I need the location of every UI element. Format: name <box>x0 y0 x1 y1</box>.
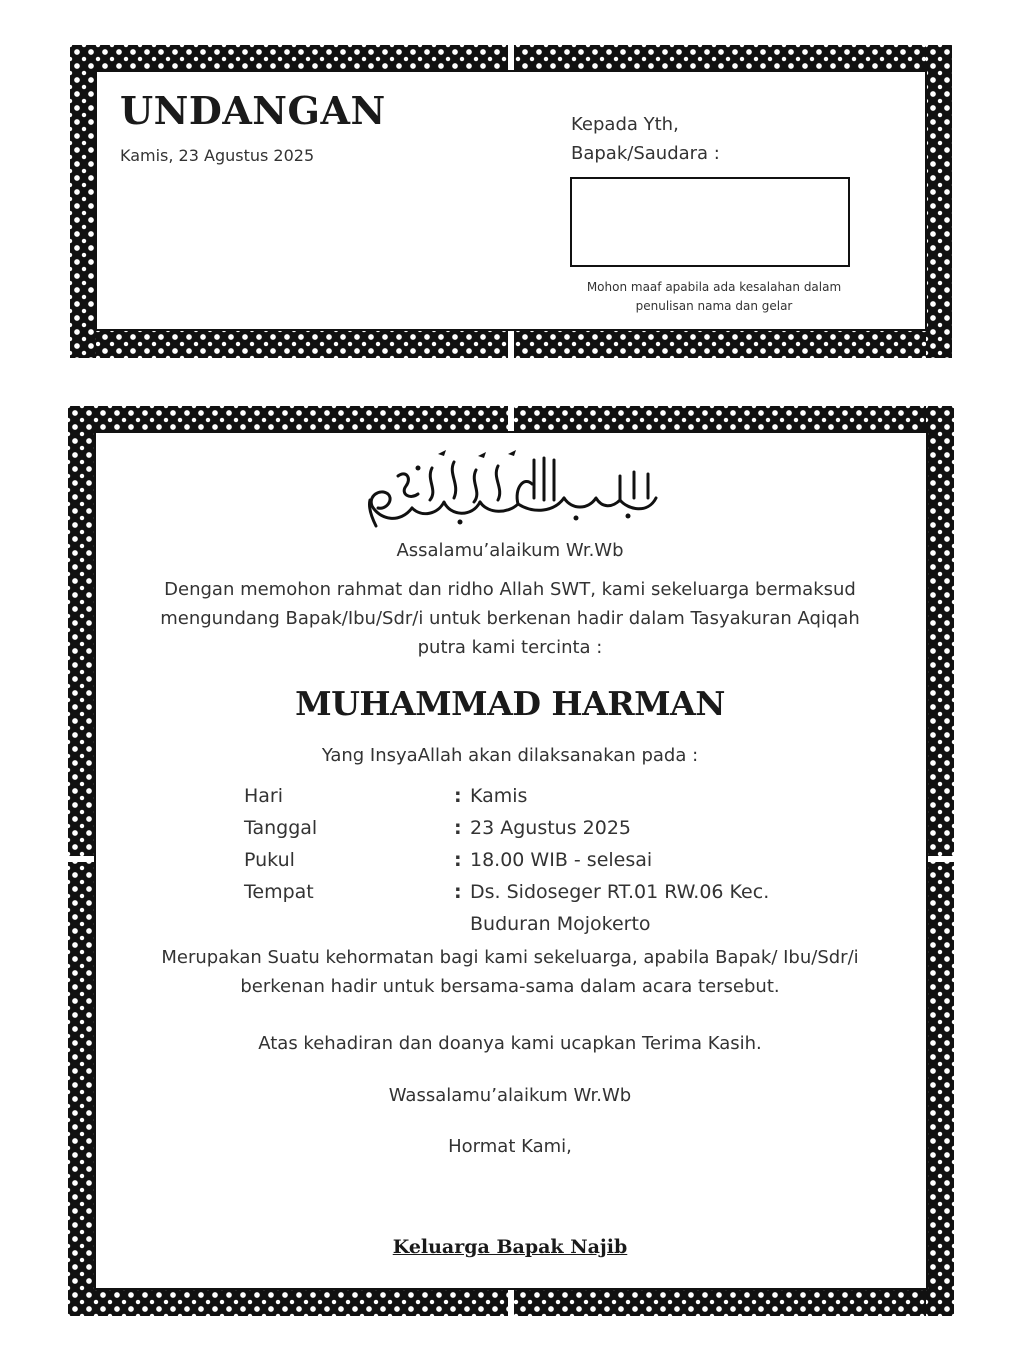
envelope-border-right <box>926 45 952 358</box>
detail-value: 23 Agustus 2025 <box>470 817 631 839</box>
closing-line-1: Merupakan Suatu kehormatan bagi kami sekeluarga, apabila Bapak/ Ibu/Sdr/i <box>161 947 859 968</box>
letter-border-gap-left <box>68 856 96 862</box>
note-line-1: Mohon maaf apabila ada kesalahan dalam <box>586 280 842 294</box>
bismillah-calligraphy <box>358 448 662 530</box>
schedule-intro: Yang InsyaAllah akan dilaksanakan pada : <box>321 745 699 766</box>
letter-border-gap-bottom <box>508 1288 514 1316</box>
detail-colon: : <box>454 785 462 807</box>
detail-value: 18.00 WIB - selesai <box>470 849 653 871</box>
recipient-label-1: Kepada Yth, <box>571 114 679 135</box>
detail-colon: : <box>454 849 462 871</box>
envelope-title: UNDANGAN <box>120 88 386 133</box>
detail-value: Ds. Sidoseger RT.01 RW.06 Kec. <box>470 881 770 903</box>
detail-value: Kamis <box>470 785 528 807</box>
farewell-line: Wassalamu’alaikum Wr.Wb <box>388 1085 632 1106</box>
envelope-border-left <box>70 45 96 358</box>
detail-value: Buduran Mojokerto <box>470 913 651 935</box>
intro-line-1: Dengan memohon rahmat dan ridho Allah SWT, kami sekeluarga bermaksud <box>164 579 856 600</box>
letter-border-gap-top <box>508 406 514 432</box>
letter-border-gap-right <box>926 856 954 862</box>
envelope-date: Kamis, 23 Agustus 2025 <box>120 146 315 165</box>
detail-label: Hari <box>244 785 284 807</box>
recipient-name-box[interactable] <box>570 177 850 267</box>
closing-line-2: berkenan hadir untuk bersama-sama dalam acara tersebut. <box>240 976 780 997</box>
name-apology-note <box>585 278 843 316</box>
intro-line-2: mengundang Bapak/Ibu/Sdr/i untuk berkenan hadir dalam Tasyakuran Aqiqah <box>160 608 860 629</box>
thanks-line: Atas kehadiran dan doanya kami ucapkan Terima Kasih. <box>258 1033 762 1054</box>
intro-line-3: putra kami tercinta : <box>417 637 603 658</box>
envelope-border-gap-bottom <box>508 330 514 358</box>
family-signature: Keluarga Bapak Najib <box>392 1236 628 1258</box>
detail-label: Tanggal <box>244 817 318 839</box>
detail-colon: : <box>454 881 462 903</box>
greeting: Assalamu’alaikum Wr.Wb <box>396 540 624 561</box>
detail-label: Tempat <box>244 881 314 903</box>
child-name: MUHAMMAD HARMAN <box>295 684 725 723</box>
note-line-2: penulisan nama dan gelar <box>635 299 793 313</box>
regards-line: Hormat Kami, <box>448 1136 572 1157</box>
envelope-border-gap-top <box>508 45 514 71</box>
recipient-label-2: Bapak/Saudara : <box>571 143 720 164</box>
detail-colon: : <box>454 817 462 839</box>
detail-label: Pukul <box>244 849 295 871</box>
